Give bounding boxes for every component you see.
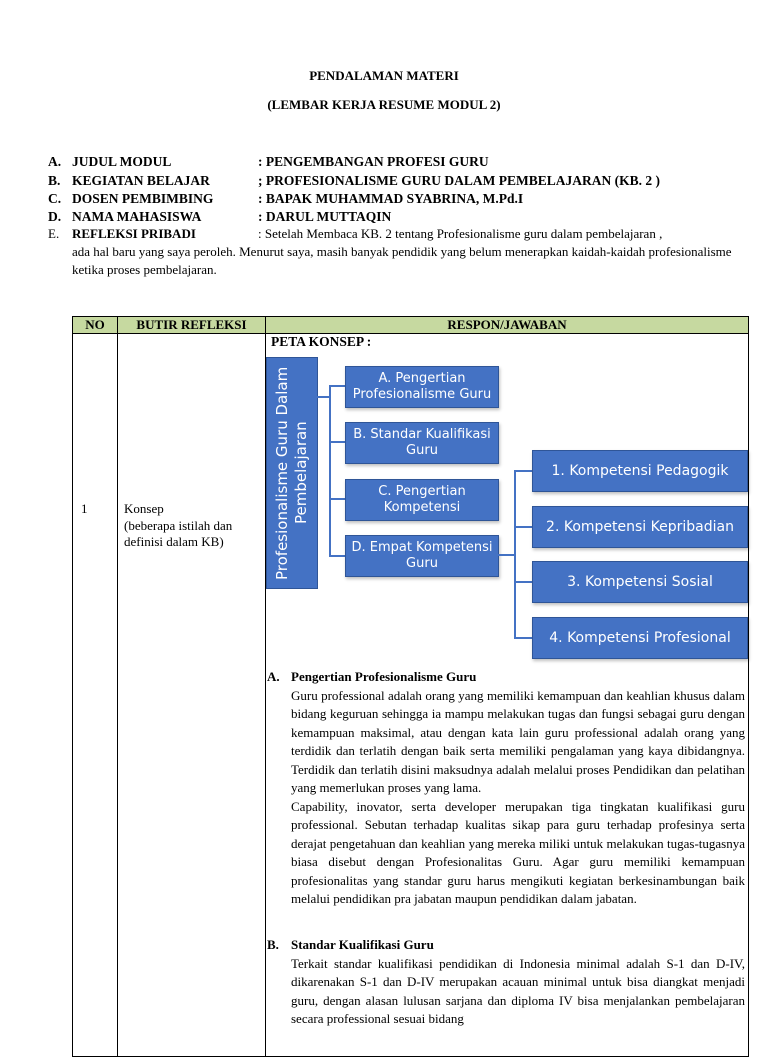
meta-letter: D. [48, 209, 62, 224]
section-a [267, 668, 745, 909]
section-a-heading [267, 668, 745, 687]
header-butir-refleksi: BUTIR REFLEKSI [118, 317, 266, 334]
concept-node-pengertian-profesionalisme: A. Pengertian Profesionalisme Guru [345, 366, 499, 408]
section-a-paragraph-2: Capability, inovator, serta developer merupakan tiga tingkatan kualifikasi guru professional. Sebutan terhadap kualitas sikap para guru terhadap profesinya serta derajat pengetahuan dan keahlian yang mereka miliki untuk melakukan tugas-tugasnya biasa disebut dengan Profesionalitas Guru. Agar guru memiliki kemampuan profesionalitas yang standar guru harus mengikuti kegiatan berkesinambungan baik melalui pendidikan pra jabatan maupun pendidikan dalam jabatan. [291, 798, 745, 906]
section-b-letter: B. [267, 937, 279, 952]
cell-butir [118, 334, 266, 1057]
refleksi-text: ada hal baru yang saya peroleh. Menurut saya, masih banyak pendidik yang belum menerapkan kaidah-kaidah profesionalisme ketika proses pembelajaran. [72, 244, 732, 277]
header-no: NO [73, 317, 118, 334]
connector-line [329, 498, 345, 500]
meta-value: : BAPAK MUHAMMAD SYABRINA, M.Pd.I [258, 191, 524, 206]
concept-node-kompetensi-sosial: 3. Kompetensi Sosial [532, 561, 748, 603]
connector-line [329, 555, 345, 557]
concept-root-label: Profesionalisme Guru Dalam Pembelajaran [273, 366, 310, 580]
section-b-title: Standar Kualifikasi Guru [291, 937, 434, 952]
connector-line [497, 554, 515, 556]
butir-text [124, 501, 260, 551]
concept-node-kompetensi-pedagogik: 1. Kompetensi Pedagogik [532, 450, 748, 492]
section-a-title: Pengertian Profesionalisme Guru [291, 669, 477, 684]
meta-label: NAMA MAHASISWA [72, 209, 202, 224]
cell-no [73, 334, 118, 1057]
concept-root [266, 357, 318, 589]
row-number: 1 [81, 501, 88, 516]
section-b [267, 936, 745, 1029]
header-respon-jawaban: RESPON/JAWABAN [266, 317, 749, 334]
meta-value: : DARUL MUTTAQIN [258, 209, 392, 224]
refleksi-pribadi [48, 225, 748, 279]
connector-line [329, 385, 345, 387]
connector-line [329, 385, 331, 557]
connector-line [514, 470, 532, 472]
document-title: PENDALAMAN MATERI [309, 68, 459, 83]
connector-line [514, 526, 532, 528]
section-a-paragraph-1: Guru professional adalah orang yang memiliki kemampuan dan keahlian khusus dalam bidang keguruan sehingga ia mampu melakukan tugas dan fungsi sebagai guru dengan kemampuan maksimal, atau dengan kata lain guru professional adalah orang yang terdidik dan terlatih dengan baik serta memiliki pengalaman yang kaya dibidangnya. Terdidik dan terlatih disini maksudnya adalah melalui proses Pendidikan dan pelatihan yang memerlukan proses yang lama. [291, 687, 745, 795]
table-header-row [73, 317, 749, 334]
meta-letter: B. [48, 173, 61, 188]
connector-line [316, 396, 330, 398]
connector-line [514, 581, 532, 583]
connector-line [329, 441, 345, 443]
meta-label: JUDUL MODUL [72, 154, 172, 169]
refleksi-label: REFLEKSI PRIBADI [72, 226, 196, 241]
section-a-letter: A. [267, 669, 280, 684]
connector-line [514, 470, 516, 638]
meta-letter: C. [48, 191, 62, 206]
concept-node-pengertian-kompetensi: C. Pengertian Kompetensi [345, 479, 499, 521]
meta-value: ; PROFESIONALISME GURU DALAM PEMBELAJARAN (KB. 2 ) [258, 173, 661, 188]
connector-line [514, 637, 532, 639]
document-subtitle: (LEMBAR KERJA RESUME MODUL 2) [267, 97, 501, 112]
concept-node-standar-kualifikasi: B. Standar Kualifikasi Guru [345, 422, 499, 464]
concept-node-kompetensi-kepribadian: 2. Kompetensi Kepribadian [532, 506, 748, 548]
peta-konsep-title: PETA KONSEP : [271, 334, 372, 349]
meta-value: : PENGEMBANGAN PROFESI GURU [258, 154, 489, 169]
meta-label: DOSEN PEMBIMBING [72, 191, 214, 206]
section-b-paragraph-1: Terkait standar kualifikasi pendidikan di Indonesia minimal adalah S-1 dan D-IV, dikarenakan S-1 dan D-IV merupakan acauan minimal untuk bisa diangkat menjadi guru, dengan alasan lulusan sarjana dan diploma IV bisa menjalankan pembelajaran secara professional sesuai bidang [291, 955, 745, 1026]
section-b-heading [267, 936, 745, 955]
meta-letter: A. [48, 154, 62, 169]
concept-node-kompetensi-profesional: 4. Kompetensi Profesional [532, 617, 748, 659]
refleksi-line1: : Setelah Membaca KB. 2 tentang Profesionalisme guru dalam pembelajaran , [258, 226, 663, 241]
butir-line1: Konsep [124, 501, 164, 516]
concept-node-empat-kompetensi: D. Empat Kompetensi Guru [345, 535, 499, 577]
meta-label: KEGIATAN BELAJAR [72, 173, 210, 188]
refleksi-letter: E. [48, 226, 60, 241]
butir-line2: (beberapa istilah dan definisi dalam KB) [124, 517, 233, 549]
